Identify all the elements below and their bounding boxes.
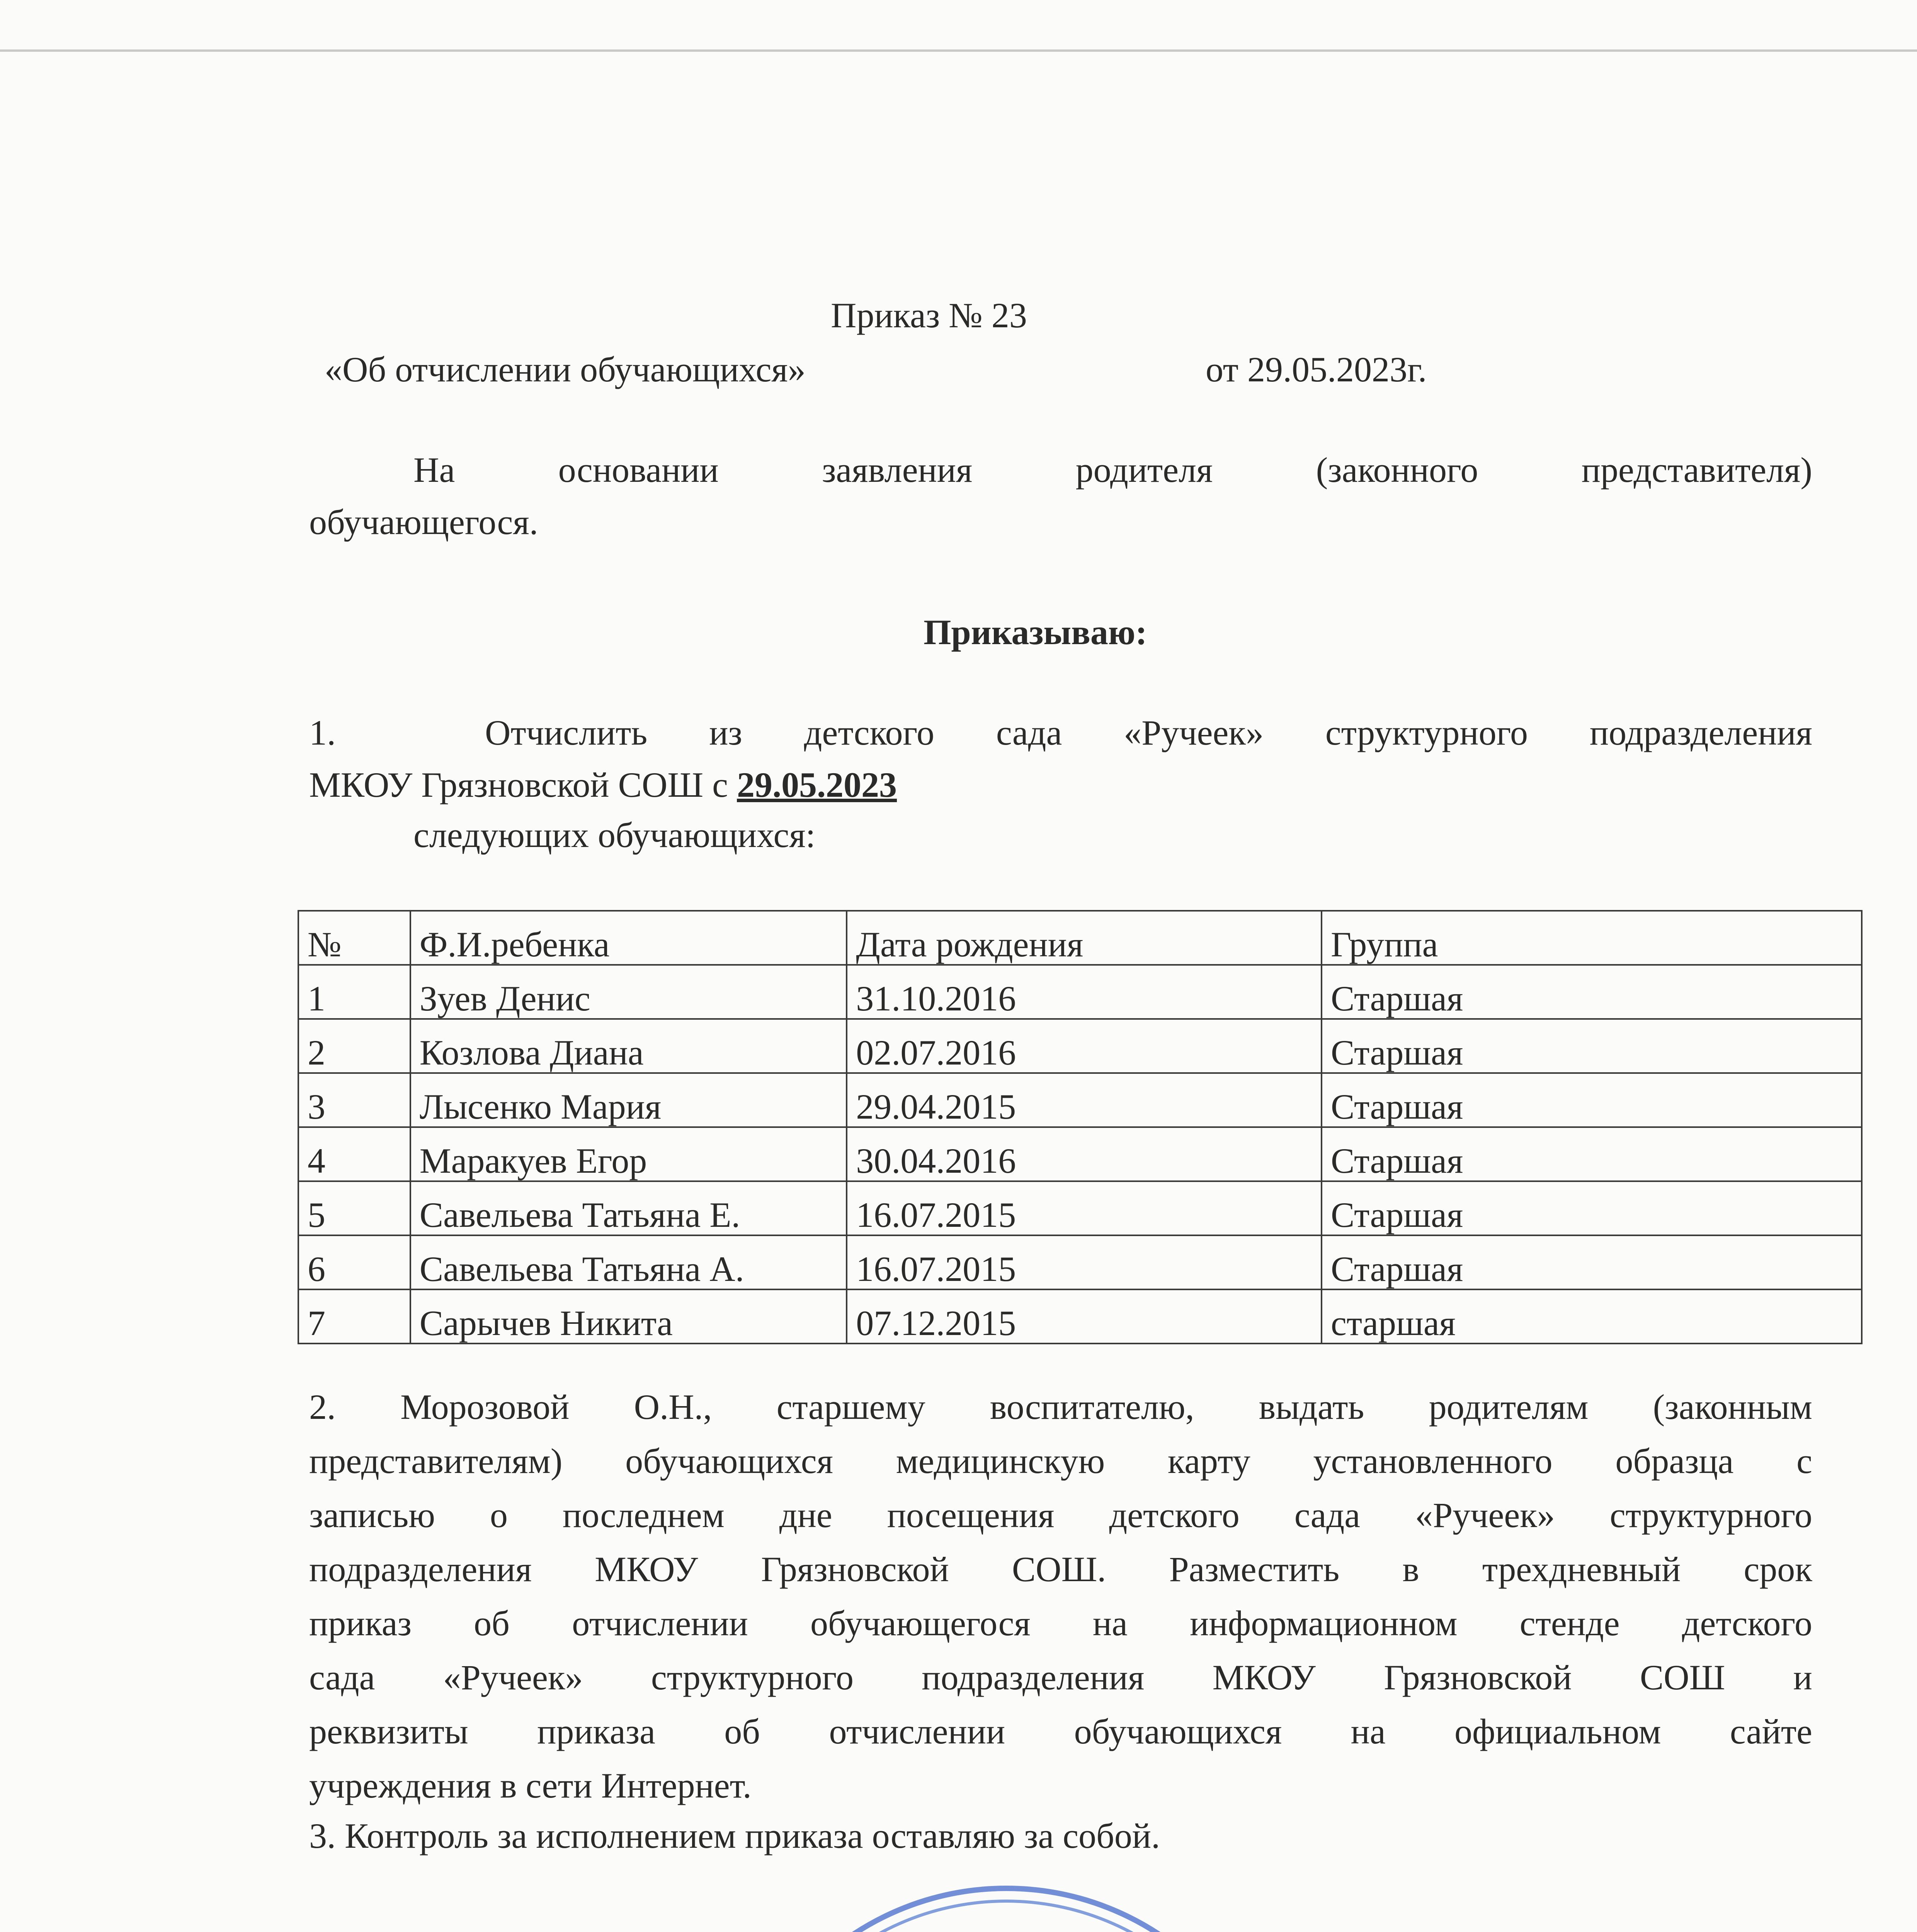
item2-line: 2. Морозовой О.Н., старшему воспитателю, выдать родителям (законным bbox=[309, 1387, 1812, 1427]
cell-birthdate: 02.07.2016 bbox=[847, 1019, 1322, 1073]
item2-line: сада «Ручеек» структурного подразделения МКОУ Грязновской СОШ и bbox=[309, 1658, 1812, 1697]
table-row bbox=[298, 1289, 1862, 1344]
cell-name: Маракуев Егор bbox=[410, 1127, 847, 1181]
cell-birthdate: 30.04.2016 bbox=[847, 1127, 1322, 1181]
item3-text: 3. Контроль за исполнением приказа оставляю за собой. bbox=[309, 1816, 1160, 1855]
item1-line2-prefix: МКОУ Грязновской СОШ с bbox=[309, 765, 737, 804]
item2-line: реквизиты приказа об отчислении обучающихся на официальном сайте bbox=[309, 1712, 1812, 1751]
item2-line: приказ об отчислении обучающегося на информационном стенде детского bbox=[309, 1604, 1812, 1643]
cell-name: Лысенко Мария bbox=[410, 1073, 847, 1127]
cell-name: Зуев Денис bbox=[410, 965, 847, 1019]
item2-line: учреждения в сети Интернет. bbox=[309, 1766, 752, 1805]
table-row bbox=[298, 965, 1862, 1019]
cell-birthdate: 16.07.2015 bbox=[847, 1235, 1322, 1289]
item1-date: 29.05.2023 bbox=[737, 765, 897, 804]
cell-number: 6 bbox=[298, 1235, 410, 1289]
cell-group: Старшая bbox=[1322, 965, 1862, 1019]
header-name: Ф.И.ребенка bbox=[410, 911, 847, 965]
item2-line: записью о последнем дне посещения детского сада «Ручеек» структурного bbox=[309, 1495, 1812, 1535]
cell-group: Старшая bbox=[1322, 1181, 1862, 1235]
cell-number: 5 bbox=[298, 1181, 410, 1235]
cell-name: Савельева Татьяна А. bbox=[410, 1235, 847, 1289]
table-row bbox=[298, 1073, 1862, 1127]
table-row bbox=[298, 1181, 1862, 1235]
item2-line: подразделения МКОУ Грязновской СОШ. Разместить в трехдневный срок bbox=[309, 1549, 1812, 1589]
cell-number: 3 bbox=[298, 1073, 410, 1127]
order-subject: «Об отчислении обучающихся» bbox=[325, 350, 806, 389]
table-header-row bbox=[298, 911, 1862, 965]
order-date: от 29.05.2023г. bbox=[1206, 350, 1427, 389]
cell-birthdate: 29.04.2015 bbox=[847, 1073, 1322, 1127]
cell-name: Савельева Татьяна Е. bbox=[410, 1181, 847, 1235]
basis-line1 bbox=[413, 452, 1812, 488]
order-title: Приказ № 23 bbox=[831, 296, 1027, 335]
cell-birthdate: 16.07.2015 bbox=[847, 1181, 1322, 1235]
header-birthdate: Дата рождения bbox=[847, 911, 1322, 965]
cell-group: Старшая bbox=[1322, 1073, 1862, 1127]
table-row bbox=[298, 1235, 1862, 1289]
cell-birthdate: 31.10.2016 bbox=[847, 965, 1322, 1019]
table-row bbox=[298, 1127, 1862, 1181]
basis-line1-text: На основании заявления родителя (законного представителя) bbox=[413, 450, 1812, 490]
cell-name: Козлова Диана bbox=[410, 1019, 847, 1073]
command-word: Приказываю: bbox=[924, 612, 1147, 652]
basis-line2: обучающегося. bbox=[309, 502, 538, 542]
cell-group: Старшая bbox=[1322, 1235, 1862, 1289]
cell-number: 4 bbox=[298, 1127, 410, 1181]
cell-birthdate: 07.12.2015 bbox=[847, 1289, 1322, 1344]
item1-line2 bbox=[309, 767, 897, 803]
cell-number: 2 bbox=[298, 1019, 410, 1073]
cell-group: Старшая bbox=[1322, 1019, 1862, 1073]
cell-number: 7 bbox=[298, 1289, 410, 1344]
cell-name: Сарычев Никита bbox=[410, 1289, 847, 1344]
item1-number: 1. bbox=[309, 713, 336, 752]
header-number: № bbox=[298, 911, 410, 965]
item2-line: представителям) обучающихся медицинскую карту установленного образца с bbox=[309, 1441, 1812, 1481]
item1-line3: следующих обучающихся: bbox=[413, 815, 816, 855]
header-group: Группа bbox=[1322, 911, 1862, 965]
cell-group: Старшая bbox=[1322, 1127, 1862, 1181]
official-stamp bbox=[726, 1886, 1286, 1932]
table-row bbox=[298, 1019, 1862, 1073]
item1-line1: Отчислить из детского сада «Ручеек» структурного подразделения bbox=[485, 713, 1812, 752]
cell-number: 1 bbox=[298, 965, 410, 1019]
students-table bbox=[298, 910, 1863, 1344]
cell-group: старшая bbox=[1322, 1289, 1862, 1344]
scan-edge-line bbox=[0, 49, 1917, 52]
